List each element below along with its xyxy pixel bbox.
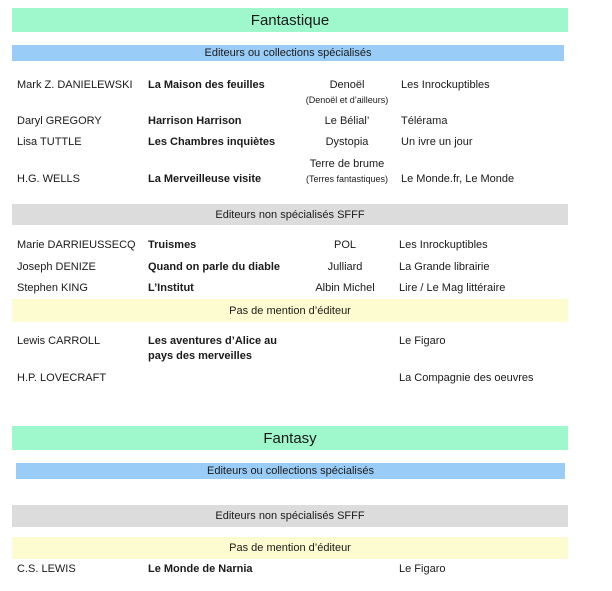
title-cell: Truismes (148, 239, 197, 251)
media-cell: Lire / Le Mag littéraire (399, 282, 506, 294)
author-cell: Daryl GREGORY (17, 115, 102, 127)
media-cell: Le Monde.fr, Le Monde (401, 173, 515, 185)
section-header-specialises (12, 45, 564, 61)
section-header-non-specialises (12, 204, 568, 225)
media-cell: La Grande librairie (399, 261, 490, 273)
publisher-note: (Denoël et d’ailleurs) (305, 95, 389, 105)
author-cell: Lewis CARROLL (17, 335, 101, 347)
section-label: Editeurs non spécialisés SFFF (215, 208, 365, 221)
media-cell: Le Figaro (399, 335, 446, 347)
section-label: Editeurs non spécialisés SFFF (215, 510, 365, 522)
genre-title: Fantasy (263, 429, 317, 447)
publisher-cell: POL (333, 239, 356, 251)
title-cell: Le Monde de Narnia (148, 563, 253, 575)
genre-header-fantasy (12, 426, 568, 450)
media-cell: Les Inrockuptibles (401, 79, 490, 91)
title-cell: L’Institut (148, 282, 194, 294)
section-header-specialises (16, 463, 565, 479)
author-cell: Stephen KING (17, 282, 88, 294)
publisher-cell: Le Bélial’ (324, 115, 370, 127)
title-cell: La Merveilleuse visite (148, 173, 262, 185)
title-cell: Les aventures d’Alice au pays des merveilles (148, 335, 277, 362)
author-cell: H.P. LOVECRAFT (17, 372, 107, 384)
genre-header-fantastique (12, 8, 568, 32)
title-cell: La Maison des feuilles (148, 79, 265, 91)
section-header-pas-de-mention (12, 537, 568, 559)
section-label: Editeurs ou collections spécialisés (204, 47, 372, 59)
media-cell: Télérama (401, 115, 448, 127)
media-cell: Le Figaro (399, 563, 446, 575)
title-cell: Quand on parle du diable (148, 261, 281, 273)
publisher-cell: Terre de brume (309, 158, 385, 170)
media-cell: Les Inrockuptibles (399, 239, 488, 251)
title-cell: Harrison Harrison (148, 115, 242, 127)
section-label: Pas de mention d’éditeur (229, 304, 351, 317)
author-cell: Joseph DENIZE (17, 261, 96, 273)
author-cell: C.S. LEWIS (17, 563, 76, 575)
author-cell: Mark Z. DANIELEWSKI (17, 79, 133, 91)
publisher-note: (Terres fantastiques) (305, 174, 389, 184)
author-cell: Marie DARRIEUSSECQ (17, 239, 136, 251)
section-header-pas-de-mention (12, 299, 568, 322)
author-cell: H.G. WELLS (17, 173, 80, 185)
publisher-cell: Dystopia (325, 136, 369, 148)
author-cell: Lisa TUTTLE (17, 136, 82, 148)
publisher-cell: Julliard (327, 261, 363, 273)
section-label: Pas de mention d’éditeur (229, 542, 351, 554)
media-cell: La Compagnie des oeuvres (399, 372, 534, 384)
title-cell: Les Chambres inquiètes (148, 136, 276, 148)
section-header-non-specialises (12, 505, 568, 527)
publisher-cell: Albin Michel (315, 282, 375, 294)
genre-title: Fantastique (250, 11, 330, 29)
media-cell: Un ivre un jour (401, 136, 473, 148)
publisher-cell: Denoël (329, 79, 365, 91)
section-label: Editeurs ou collections spécialisés (207, 465, 374, 477)
